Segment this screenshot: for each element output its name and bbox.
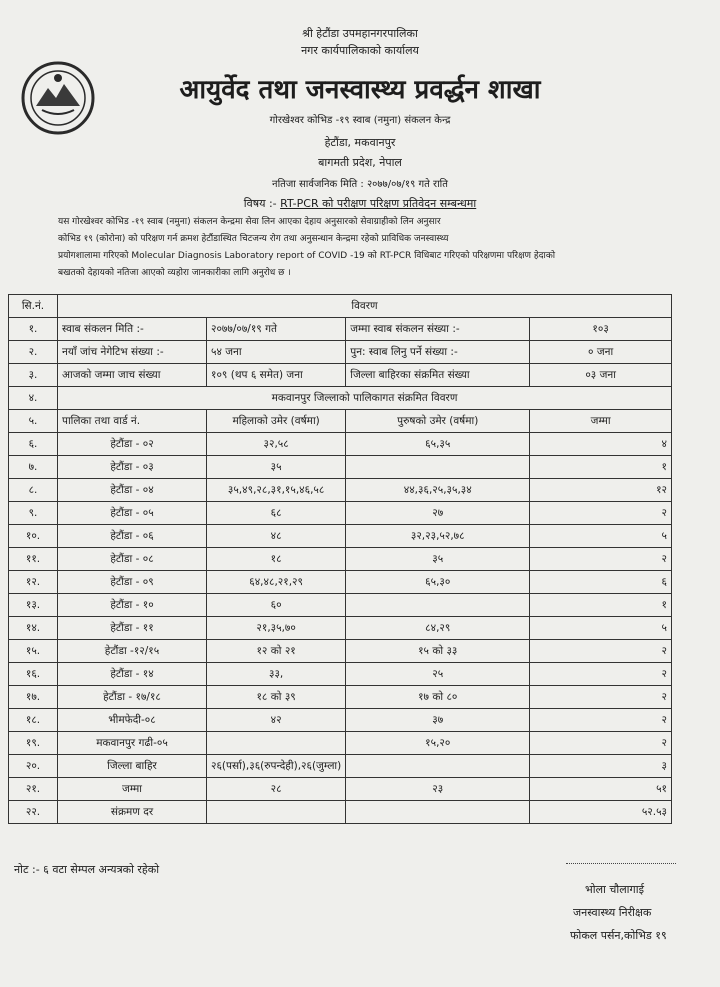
- sn-cell: १९.: [9, 732, 58, 755]
- total-cell: १: [530, 594, 672, 617]
- sn-header: सि.नं.: [9, 295, 58, 318]
- total-cell: ५: [530, 525, 672, 548]
- female-age-cell: ३५,४९,२८,३१,१५,४६,५८: [207, 479, 346, 502]
- table-row: [9, 640, 672, 663]
- sn-cell: ६.: [9, 433, 58, 456]
- table-header-row: [9, 295, 672, 318]
- place-cell: जम्मा: [58, 778, 207, 801]
- male-age-cell: [346, 755, 530, 778]
- male-age-cell: [346, 594, 530, 617]
- table-row: [9, 617, 672, 640]
- table-row: [9, 686, 672, 709]
- signatory-name: भोला चौलागाई: [585, 883, 644, 896]
- total-header: जम्मा: [530, 410, 672, 433]
- center-name: गोरखेश्वर कोभिड -१९ स्वाब (नमुना) संकलन केन्द्र: [269, 115, 451, 126]
- male-age-cell: ३५: [346, 548, 530, 571]
- male-age-header: पुरुषको उमेर (वर्षमा): [346, 410, 530, 433]
- female-age-cell: ४८: [207, 525, 346, 548]
- sn-cell: २.: [9, 341, 58, 364]
- sn-cell: १७.: [9, 686, 58, 709]
- table-row: [9, 433, 672, 456]
- place-cell: हेटौंडा - ०८: [58, 548, 207, 571]
- male-age-cell: ६५,३५: [346, 433, 530, 456]
- place-cell: हेटौंडा - १४: [58, 663, 207, 686]
- male-age-cell: ६५,३०: [346, 571, 530, 594]
- sn-cell: २२.: [9, 801, 58, 824]
- sn-cell: १६.: [9, 663, 58, 686]
- subject-text: RT-PCR को परीक्षण परिक्षण प्रतिवेदन सम्बन्धमा: [280, 197, 477, 210]
- sn-cell: ८.: [9, 479, 58, 502]
- female-age-cell: ६४,४८,२१,२९: [207, 571, 346, 594]
- place-cell: हेटौंडा - ०५: [58, 502, 207, 525]
- female-age-cell: ६०: [207, 594, 346, 617]
- female-age-cell: ३३,: [207, 663, 346, 686]
- total-cell: १: [530, 456, 672, 479]
- sn-cell: १४.: [9, 617, 58, 640]
- male-age-cell: १५ को ३३: [346, 640, 530, 663]
- table-row: [9, 479, 672, 502]
- total-cell: १२: [530, 479, 672, 502]
- table-row: [9, 502, 672, 525]
- table-row: [9, 387, 672, 410]
- value-cell: १०९ (थप ६ समेत) जना: [207, 364, 346, 387]
- total-cell: २: [530, 548, 672, 571]
- female-age-cell: ६८: [207, 502, 346, 525]
- label-cell: जिल्ला बाहिरका संक्रमित संख्या: [346, 364, 530, 387]
- total-cell: २: [530, 732, 672, 755]
- female-age-cell: २१,३५,७०: [207, 617, 346, 640]
- table-row: [9, 364, 672, 387]
- table-subheader-row: [9, 410, 672, 433]
- place-header: पालिका तथा वार्ड नं.: [58, 410, 207, 433]
- male-age-cell: १७ को ८०: [346, 686, 530, 709]
- sn-cell: १३.: [9, 594, 58, 617]
- male-age-cell: [346, 456, 530, 479]
- sn-cell: २१.: [9, 778, 58, 801]
- sn-cell: १८.: [9, 709, 58, 732]
- sn-cell: १५.: [9, 640, 58, 663]
- female-age-cell: २६(पर्सा),३६(रुपन्देही),२६(जुम्ला): [207, 755, 346, 778]
- place-cell: जिल्ला बाहिर: [58, 755, 207, 778]
- place-cell: भीमफेदी-०८: [58, 709, 207, 732]
- total-cell: २: [530, 686, 672, 709]
- place-cell: हेटौंडा -१२/१५: [58, 640, 207, 663]
- table-row: [9, 663, 672, 686]
- female-age-cell: १८: [207, 548, 346, 571]
- place-cell: हेटौंडा - ११: [58, 617, 207, 640]
- table-row: [9, 732, 672, 755]
- total-cell: ५: [530, 617, 672, 640]
- label-cell: स्वाब संकलन मिति :-: [58, 318, 207, 341]
- municipality-name: श्री हेटौंडा उपमहानगरपालिका: [302, 27, 418, 40]
- female-age-header: महिलाको उमेर (वर्षमा): [207, 410, 346, 433]
- section-heading-cell: मकवानपुर जिल्लाको पालिकागत संक्रमित विवरण: [58, 387, 672, 410]
- total-cell: २: [530, 640, 672, 663]
- place-cell: संक्रमण दर: [58, 801, 207, 824]
- male-age-cell: [346, 801, 530, 824]
- label-cell: नयाँ जांच नेगेटिभ संख्या :-: [58, 341, 207, 364]
- female-age-cell: ३५: [207, 456, 346, 479]
- place-cell: हेटौंडा - ०३: [58, 456, 207, 479]
- sn-cell: ४.: [9, 387, 58, 410]
- male-age-cell: ४४,३६,२५,३५,३४: [346, 479, 530, 502]
- male-age-cell: २५: [346, 663, 530, 686]
- table-row: [9, 594, 672, 617]
- subject-line: [0, 196, 720, 211]
- table-row: [9, 709, 672, 732]
- signatory-title: जनस्वास्थ्य निरीक्षक: [573, 906, 652, 919]
- female-age-cell: [207, 732, 346, 755]
- signatory-role: फोकल पर्सन,कोभिड १९: [570, 929, 667, 942]
- signature-line: [566, 863, 676, 864]
- female-age-cell: १८ को ३९: [207, 686, 346, 709]
- male-age-cell: २३: [346, 778, 530, 801]
- sn-cell: १०.: [9, 525, 58, 548]
- table-row: [9, 341, 672, 364]
- value-cell: १०३: [530, 318, 672, 341]
- results-table: [8, 294, 672, 824]
- body-paragraph-line: कोभिड १९ (कोरोना) को परिक्षण गर्न क्रमश हेटौंडास्थित चिटजन्य रोग तथा अनुसन्धान केन्द्रमा रहेको प्राविधिक जनस्वास्थ्य: [58, 234, 449, 244]
- male-age-cell: ३२,२३,५२,७८: [346, 525, 530, 548]
- sn-cell: ३.: [9, 364, 58, 387]
- location-province: बागमती प्रदेश, नेपाल: [318, 156, 402, 169]
- sn-cell: ११.: [9, 548, 58, 571]
- value-cell: ०३ जना: [530, 364, 672, 387]
- place-cell: मकवानपुर गढी-०५: [58, 732, 207, 755]
- total-cell: २: [530, 502, 672, 525]
- total-cell: ३: [530, 755, 672, 778]
- total-cell: २: [530, 663, 672, 686]
- value-cell: ५४ जना: [207, 341, 346, 364]
- label-cell: आजको जम्मा जाच संख्या: [58, 364, 207, 387]
- female-age-cell: [207, 801, 346, 824]
- female-age-cell: ४२: [207, 709, 346, 732]
- table-row: [9, 778, 672, 801]
- place-cell: हेटौंडा - ०६: [58, 525, 207, 548]
- value-cell: ० जना: [530, 341, 672, 364]
- total-cell: ६: [530, 571, 672, 594]
- sn-cell: ७.: [9, 456, 58, 479]
- total-cell: ४: [530, 433, 672, 456]
- footnote: नोट :- ६ वटा सेम्पल अन्यत्रको रहेको: [14, 863, 160, 876]
- subject-prefix: विषय :-: [243, 197, 277, 210]
- place-cell: हेटौंडा - ०४: [58, 479, 207, 502]
- office-name: नगर कार्यपालिकाको कार्यालय: [301, 44, 419, 57]
- body-paragraph-line: बखतको देहायको नतिजा आएको व्यहोरा जानकारीका लागि अनुरोध छ ।: [58, 268, 291, 278]
- publish-date: नतिजा सार्वजनिक मिति : २०७७/०७/१९ गते राति: [272, 179, 448, 190]
- female-age-cell: १२ को २१: [207, 640, 346, 663]
- female-age-cell: २८: [207, 778, 346, 801]
- table-row: [9, 755, 672, 778]
- table-row: [9, 318, 672, 341]
- table-row: [9, 456, 672, 479]
- female-age-cell: ३२,५८: [207, 433, 346, 456]
- location-city: हेटौंडा, मकवानपुर: [324, 136, 396, 149]
- label-cell: पुन: स्वाब लिनु पर्ने संख्या :-: [346, 341, 530, 364]
- page-title: आयुर्वेद तथा जनस्वास्थ्य प्रवर्द्धन शाखा: [179, 75, 541, 105]
- table-row: [9, 548, 672, 571]
- male-age-cell: ८४,२९: [346, 617, 530, 640]
- sn-cell: १२.: [9, 571, 58, 594]
- body-paragraph-line: यस गोरखेश्वर कोभिड -१९ स्वाब (नमुना) संकलन केन्द्रमा सेवा लिन आएका देहाय अनुसारको सेवाग्राहीको लिन अनुसार: [58, 217, 441, 227]
- sn-cell: ९.: [9, 502, 58, 525]
- table-row: [9, 571, 672, 594]
- detail-header: विवरण: [58, 295, 672, 318]
- label-cell: जम्मा स्वाब संकलन संख्या :-: [346, 318, 530, 341]
- sn-cell: ५.: [9, 410, 58, 433]
- male-age-cell: १५,२०: [346, 732, 530, 755]
- male-age-cell: ३७: [346, 709, 530, 732]
- sn-cell: २०.: [9, 755, 58, 778]
- table-row: [9, 801, 672, 824]
- place-cell: हेटौंडा - ०९: [58, 571, 207, 594]
- male-age-cell: २७: [346, 502, 530, 525]
- place-cell: हेटौंडा - १७/१८: [58, 686, 207, 709]
- body-paragraph-line: प्रयोगशालामा गरिएको Molecular Diagnosis Laboratory report of COVID -19 को RT-PCR विधिबाट गरिएको परिक्षणमा परिक्षण हेदाको: [58, 251, 556, 261]
- total-cell: ५१: [530, 778, 672, 801]
- total-cell: २: [530, 709, 672, 732]
- table-row: [9, 525, 672, 548]
- total-cell: ५२.५३: [530, 801, 672, 824]
- value-cell: २०७७/०७/१९ गते: [207, 318, 346, 341]
- place-cell: हेटौंडा - ०२: [58, 433, 207, 456]
- sn-cell: १.: [9, 318, 58, 341]
- place-cell: हेटौंडा - १०: [58, 594, 207, 617]
